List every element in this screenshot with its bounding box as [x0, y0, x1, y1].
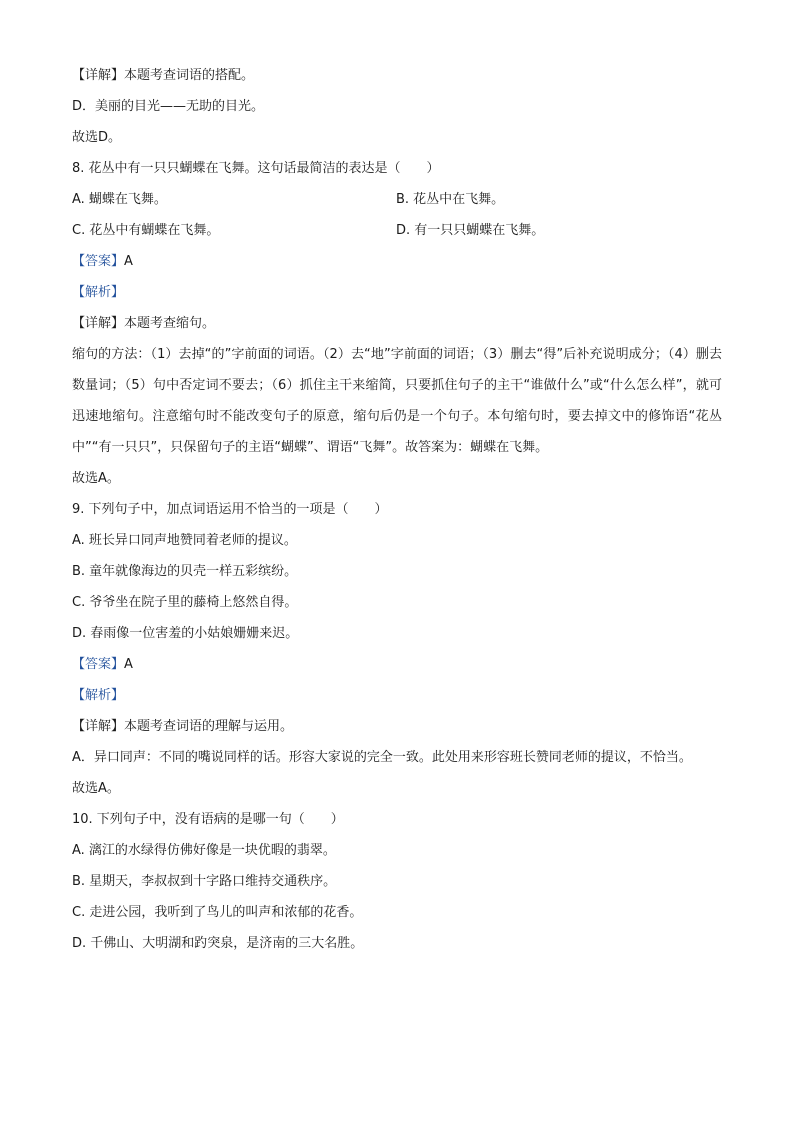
q8-option-c: C. 花丛中有蝴蝶在飞舞。: [72, 223, 220, 238]
q7-d-line: D．美丽的目光——无助的目光。: [72, 99, 265, 114]
detail-tag: 【详解】: [72, 719, 125, 734]
detail-text: 本题考查词语的搭配。: [124, 68, 255, 83]
q9-choose: 故选A。: [72, 781, 120, 796]
document-page: [72, 60, 722, 959]
q9-explanation: A．异口同声：不同的嘴说同样的话。形容大家说的完全一致。此处用来形容班长赞同老师的提议，不恰当。: [72, 750, 692, 765]
q9-answer: [72, 649, 722, 680]
q8-option-b: B. 花丛中在飞舞。: [396, 192, 505, 207]
detail-text: 本题考查缩句。: [124, 316, 216, 331]
analysis-tag: 【解析】: [72, 285, 125, 300]
analysis-tag: 【解析】: [72, 688, 125, 703]
q8-option-a: A. 蝴蝶在飞舞。: [72, 192, 167, 207]
answer-value: A: [124, 657, 133, 672]
detail-tag: 【详解】: [72, 68, 125, 83]
q8-detail: [72, 308, 722, 339]
detail-tag: 【详解】: [72, 316, 125, 331]
q10-option-d: D. 千佛山、大明湖和趵突泉，是济南的三大名胜。: [72, 936, 364, 951]
q8-analysis: [72, 277, 722, 308]
q8-options-row-2: [72, 215, 722, 246]
q9-analysis: [72, 680, 722, 711]
q9-option-c: C. 爷爷坐在院子里的藤椅上悠然自得。: [72, 595, 298, 610]
q9-option-b: B. 童年就像海边的贝壳一样五彩缤纷。: [72, 564, 298, 579]
answer-value: A: [124, 254, 133, 269]
detail-text: 本题考查词语的理解与运用。: [124, 719, 294, 734]
q8-stem: 8. 花丛中有一只只蝴蝶在飞舞。这句话最简洁的表达是（ ）: [72, 161, 440, 176]
q8-choose: 故选A。: [72, 471, 120, 486]
q8-options-row-1: [72, 184, 722, 215]
q8-answer: [72, 246, 722, 277]
q9-option-d: D. 春雨像一位害羞的小姑娘姗姗来迟。: [72, 626, 299, 641]
q7-detail: [72, 60, 722, 91]
q8-option-d: D. 有一只只蝴蝶在飞舞。: [396, 223, 545, 238]
q10-option-c: C. 走进公园，我听到了鸟儿的叫声和浓郁的花香。: [72, 905, 363, 920]
q8-explanation: 缩句的方法：（1）去掉“的”字前面的词语。（2）去“地”字前面的词语；（3）删去“得”后补充说明成分；（4）删去数量词；（5）句中否定词不要去；（6）抓住主干来缩简，只要抓住句子的主干“谁做什么”或“什么怎么样”，就可迅速地缩句。注意缩句时不能改变句子的原意，缩句后仍是一个句子。本句缩句时，要去掉文中的修饰语“花丛中”“有一只只”，只保留句子的主语“蝴蝶”、谓语“飞舞”。故答案为：蝴蝶在飞舞。: [72, 347, 722, 455]
q10-option-a: A. 漓江的水绿得仿佛好像是一块优暇的翡翠。: [72, 843, 336, 858]
q10-stem: 10. 下列句子中，没有语病的是哪一句（ ）: [72, 812, 344, 827]
answer-tag: 【答案】: [72, 657, 125, 672]
q9-stem: 9. 下列句子中，加点词语运用不恰当的一项是（ ）: [72, 502, 388, 517]
q9-option-a: A. 班长异口同声地赞同着老师的提议。: [72, 533, 297, 548]
q10-option-b: B. 星期天，李叔叔到十字路口维持交通秩序。: [72, 874, 337, 889]
q7-choose: 故选D。: [72, 130, 122, 145]
q9-detail: [72, 711, 722, 742]
answer-tag: 【答案】: [72, 254, 125, 269]
